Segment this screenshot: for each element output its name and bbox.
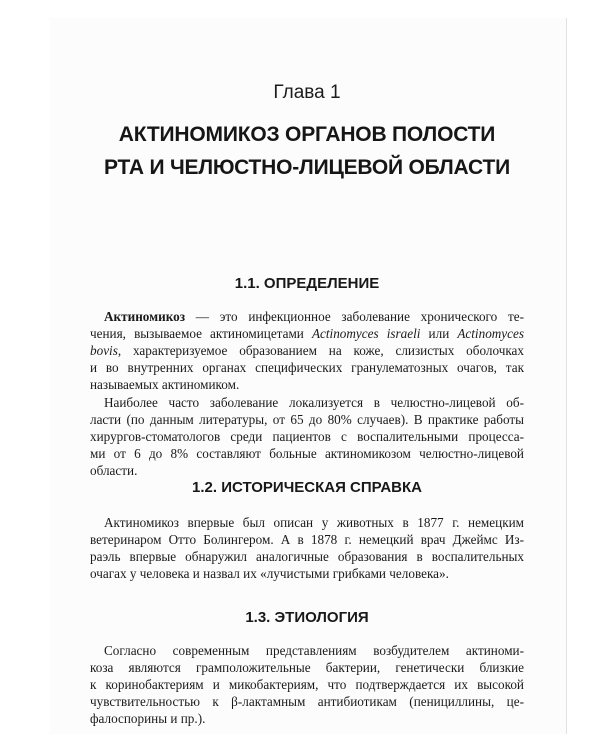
text-line: Актиномикоз впервые был описан у животных в 1877 г. немецким <box>104 515 524 530</box>
latin-name: Actinomyces <box>457 326 524 341</box>
text-line: коза являются грамположительные бактерии, генетически близкие <box>90 660 524 675</box>
book-page <box>50 18 567 734</box>
text-fragment: , характеризуемое образованием на коже, слизистых оболочках <box>117 343 524 358</box>
paragraph-history-1 <box>90 514 524 582</box>
text-line: Наиболее часто заболевание локализуется в челюстно-лицевой об- <box>104 395 524 410</box>
section-heading-definition: 1.1. ОПРЕДЕЛЕНИЕ <box>234 275 380 292</box>
paragraph-definition-1 <box>90 308 524 393</box>
text-line: ветеринаром Отто Болингером. А в 1878 г. немецкий врач Джеймс Из- <box>90 532 524 547</box>
text-line: фалоспорины и пр.). <box>90 711 206 726</box>
paragraph-definition-2 <box>90 394 524 479</box>
chapter-label: Глава 1 <box>273 82 341 103</box>
chapter-title-line: РТА И ЧЕЛЮСТНО-ЛИЦЕВОЙ ОБЛАСТИ <box>104 156 510 179</box>
text-line: чувствительностью к β-лактамным антибиотикам (пенициллины, це- <box>90 694 524 709</box>
latin-name: bovis <box>90 343 118 358</box>
chapter-title-line: АКТИНОМИКОЗ ОРГАНОВ ПОЛОСТИ <box>118 123 496 146</box>
text-line: называемых актиномиком. <box>90 377 240 392</box>
chapter-title <box>80 118 534 184</box>
text-line: к коринобактериям и микобактериям, что подтверждается их высокой <box>90 677 524 692</box>
text-line: Согласно современным представлениям возбудителем актиноми- <box>104 643 524 658</box>
term-actinomycosis: Актиномикоз <box>104 309 186 324</box>
text-fragment: — это инфекционное заболевание хронического те- <box>185 309 524 324</box>
text-fragment: или <box>420 326 458 341</box>
latin-name: Actinomyces israeli <box>311 326 421 341</box>
text-line <box>90 308 524 325</box>
text-line <box>90 325 524 342</box>
paragraph-etiology-1 <box>90 642 524 727</box>
section-heading-etiology: 1.3. ЭТИОЛОГИЯ <box>245 609 369 626</box>
text-line: ми от 6 до 8% составляют больные актиномикозом челюстно-лицевой <box>90 446 524 461</box>
text-line: хирургов-стоматологов среди пациентов с воспалительными процесса- <box>90 429 524 444</box>
text-line: и во внутренних органах специфических гранулематозных очагов, так <box>90 360 524 375</box>
section-heading-history: 1.2. ИСТОРИЧЕСКАЯ СПРАВКА <box>192 479 422 496</box>
text-line: раэль впервые обнаружил аналогичные образования в воспалительных <box>90 549 524 564</box>
text-line: области. <box>90 463 138 478</box>
text-fragment: чения, вызываемое актиномицетами <box>90 326 312 341</box>
text-line <box>90 342 524 359</box>
text-line: ласти (по данным литературы, от 65 до 80% случаев). В практике работы <box>90 412 524 427</box>
text-line: очагах у человека и назвал их «лучистыми грибками человека». <box>90 566 449 581</box>
